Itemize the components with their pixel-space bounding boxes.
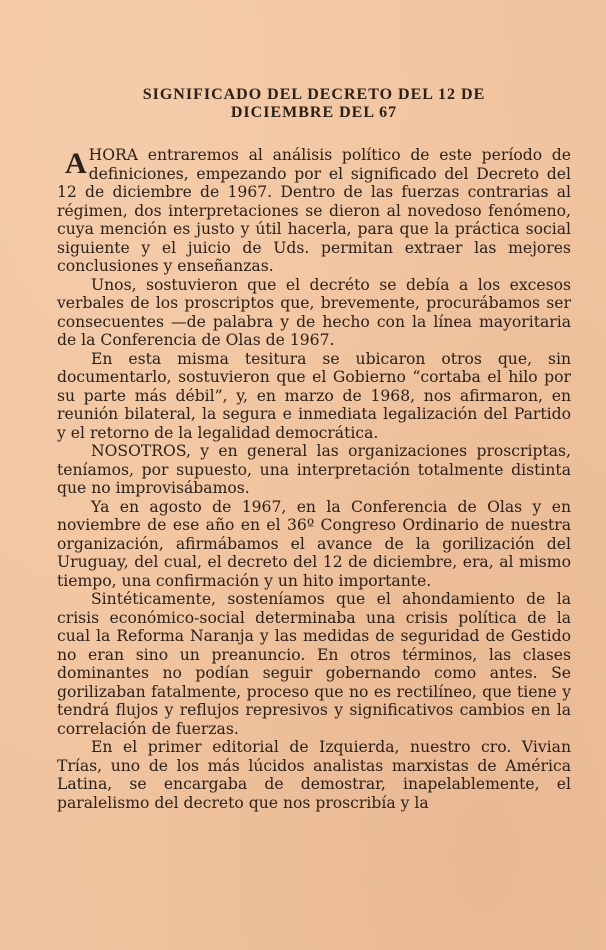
drop-cap: A [65,147,87,180]
paragraph-4: NOSOTROS, y en general las organizaciones proscriptas, teníamos, por supuesto, una interpretación totalmente distinta que no improvisábamos. [57,442,571,497]
paragraph-3: En esta misma tesitura se ubicaron otros que, sin documentarlo, sostuvieron que el Gobierno “cortaba el hilo por su parte más débil”, y, en marzo de 1968, nos afirmaron, en reunión bilateral, la segura e inmediata legalización del Partido y el retorno de la legalidad democrática. [57,349,571,442]
paragraph-7: En el primer editorial de Izquierda, nuestro cro. Vivian Trías, uno de los más lúcidos analistas marxistas de América Latina, se encargaba de demostrar, inapelablemente, el paralelismo del decreto que nos proscribía y la [57,738,571,812]
paragraph-2: Unos, sostuvieron que el decréto se debía a los excesos verbales de los proscriptos que, brevemente, procurábamos ser consecuentes —de palabra y de hecho con la línea mayoritaria de la Conferencia de Olas de 1967. [57,275,571,349]
paragraph-1-text: HORA entraremos al análisis político de este período de definiciones, empezando por el significado del Decreto del 12 de diciembre de 1967. Dentro de las fuerzas contrarias al régimen, dos interpretaciones se dieron al novedoso fenómeno, cuya mención es justo y útil hacerla, para que la práctica social siguiente y el juicio de Uds. permitan extraer las mejores conclusiones y enseñanzas. [57,146,571,275]
document-page [57,86,571,812]
paragraph-5: Ya en agosto de 1967, en la Conferencia de Olas y en noviembre de ese año en el 36º Congreso Ordinario de nuestra organización, afirmábamos el avance de la gorilización del Uruguay, del cual, el decreto del 12 de diciembre, era, al mismo tiempo, una confirmación y un hito importante. [57,497,571,590]
section-title [57,86,571,122]
section-title-line-1: SIGNIFICADO DEL DECRETO DEL 12 DE [142,86,486,103]
paragraph-6: Sintéticamente, sosteníamos que el ahondamiento de la crisis económico-social determinaba una crisis política de la cual la Reforma Naranja y las medidas de seguridad de Gestido no eran sino un preanuncio. En otros términos, las clases dominantes no podían seguir gobernando como antes. Se gorilizaban fatalmente, proceso que no es rectilíneo, que tiene y tendrá flujos y reflujos represivos y significativos cambios en la correlación de fuerzas. [57,590,571,738]
section-title-line-2: DICIEMBRE DEL 67 [230,104,398,121]
paragraph-1 [57,146,571,276]
